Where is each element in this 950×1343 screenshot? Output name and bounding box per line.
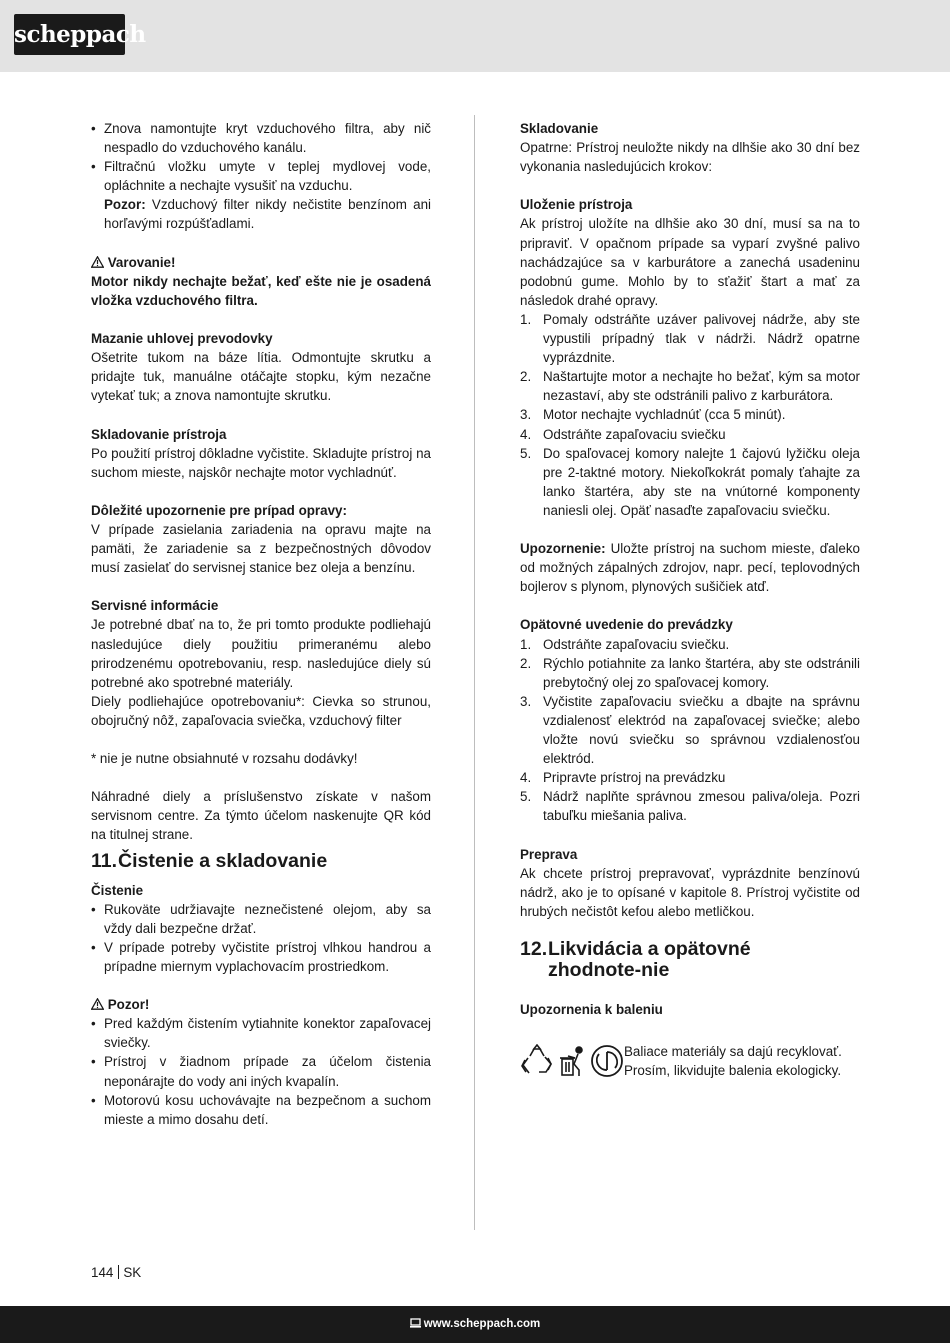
section-heading: Skladovanie [520,121,599,136]
paragraph: Ošetrite tukom na báze lítia. Odmontujte skrutku a pridajte tuk, manuálne otáčajte stopku, kým nezačne vytekať tuk; a znova namontujte skrutku. [91,350,431,404]
caution-text: Vzduchový filter nikdy nečistite benzínom ani horľavými rozpúšťadlami. [104,197,431,232]
list-item: • Motorovú kosu uchovávajte na bezpečnom a suchom mieste a mimo dosahu detí. [91,1091,431,1129]
website-link[interactable]: www.scheppach.com [423,1318,541,1330]
language-code: SK [123,1265,142,1280]
caution-title: Pozor! [107,997,150,1013]
numbered-item: 2. Naštartujte motor a nechajte ho bežať, kým sa motor nezastaví, aby ste odstránili palivo z karburátora. [520,369,860,404]
packaging-text: Baliace materiály sa dajú recyklovať. Prosím, likvidujte balenia ekologicky. [624,1044,842,1079]
list-item: • Rukoväte udržiavajte neznečistené olejom, aby sa vždy dali bezpečne držať. [91,900,431,938]
numbered-item: 1. Odstráňte zapaľovaciu sviečku. [520,636,730,652]
paragraph: Náhradné diely a príslušenstvo získate v našom servisnom centre. Za týmto účelom naskenujte QR kód na titulnej strane. [91,789,431,843]
section-heading: Opätovné uvedenie do prevádzky [520,617,733,633]
page-footer [0,1306,950,1343]
paragraph: Diely podliehajúce opotrebovaniu*: Cievka so strunou, obojručný nôž, zapaľovacia sviečka, vzduchový filter [91,693,431,728]
chapter-title: Čistenie a skladovanie [118,849,328,872]
paragraph: Ak prístroj uložíte na dlhšie ako 30 dní, musí sa na to pripraviť. V opačnom prípade sa vyparí zvyšné palivo nachádzajúce sa v karburátore a zanechá usadeninu podobnú gume. Mohlo by to sťažiť štart a mať za následok drahé opravy. [520,216,860,308]
column-divider [474,115,475,1230]
paragraph: Opatrne: Prístroj neuložte nikdy na dlhšie ako 30 dní bez vykonania nasledujúcich krokov: [520,140,860,175]
note-label: Upozornenie: [520,541,606,557]
caution-label: Pozor: [104,197,146,213]
warning-icon [91,255,104,270]
caution-heading [91,995,431,1014]
chapter-heading [520,939,860,981]
page-header [0,0,950,72]
numbered-item: 4. Odstráňte zapaľovaciu sviečku [520,426,726,442]
right-column [520,119,860,1080]
list-item: • Znova namontujte kryt vzduchového filtra, aby nič nespadlo do vzduchového kanálu. [91,119,431,157]
list-item: • Prístroj v žiadnom prípade za účelom čistenia neponárajte do vody ani iných kvapalín. [91,1052,431,1090]
packaging-notice [520,1042,860,1080]
page-number-value: 144 [91,1265,114,1280]
paragraph: Ak chcete prístroj prepravovať, vyprázdnite benzínovú nádrž, ako je to opísané v kapitole 8. Prístroj vyčistite od hrubých nečistôt kefou alebo metličkou. [520,865,860,919]
numbered-item: 3. Vyčistite zapaľovaciu sviečku a dbajte na správnu vzdialenosť elektród na zapaľovacej sviečke; alebo vložte novú sviečku so správnou vzdialenosťou elektród. [520,693,860,767]
green-dot-icon [590,1044,624,1078]
numbered-item: 4. Pripravte prístroj na prevádzku [520,770,726,786]
note-paragraph [520,539,860,596]
section-heading: Uloženie prístroja [520,197,633,213]
warning-text: Motor nikdy nechajte bežať, keď ešte nie je osadená vložka vzduchového filtra. [91,273,431,308]
left-column [91,119,431,1129]
computer-icon [410,1318,424,1330]
section-heading: Servisné informácie [91,598,219,614]
section-heading: Mazanie uhlovej prevodovky [91,331,273,347]
numbered-item: 5. Do spaľovacej komory nalejte 1 čajovú lyžičku oleja pre 2-taktné motory. Niekoľkokrát pomaly ťahajte za lanko štartéra, aby ste na vnútorné komponenty naniesli olej. Opäť nasaďte zapaľovaciu sviečku. [520,445,860,518]
warning-title: Varovanie! [107,254,176,270]
recycle-icon [520,1044,554,1078]
bullet-text: Filtračnú vložku umyte v teplej mydlovej vode, opláchnite a nechajte vysušiť na vzduchu. [104,159,431,194]
chapter-heading [91,851,431,872]
list-item [91,157,431,233]
footnote: * nie je nutne obsiahnuté v rozsahu dodávky! [91,751,358,767]
chapter-number: 11. [91,849,118,872]
chapter-number: 12. [520,937,548,960]
section-heading: Skladovanie prístroja [91,426,227,442]
numbered-item: 2. Rýchlo potiahnite za lanko štartéra, aby ste odstránili prebytočný olej zo spaľovacej komory. [520,655,860,690]
section-heading: Čistenie [91,882,144,898]
list-item: • Pred každým čistením vytiahnite konektor zapaľovacej sviečky. [91,1014,431,1052]
list-item: • V prípade potreby vyčistite prístroj vlhkou handrou a prípadne miernym vyplachovacím prostriedkom. [91,938,431,976]
numbered-item: 1. Pomaly odstráňte uzáver palivovej nádrže, aby ste vypustili prípadný tlak v nádrži. Nádrž opatrne vyprázdnite. [520,311,860,366]
section-heading: Preprava [520,846,578,862]
waste-bin-icon [557,1044,587,1078]
chapter-title: Likvidácia a opätovné zhodnote-nie [548,937,751,981]
scheppach-logo: scheppach [14,14,125,55]
paragraph: V prípade zasielania zariadenia na opravu majte na pamäti, že zariadenie sa z bezpečnostných dôvodov musí zasielať do servisnej stanice bez oleja a benzínu. [91,521,431,576]
numbered-item: 3. Motor nechajte vychladnúť (cca 5 minút). [520,407,786,423]
warning-heading [91,253,431,272]
warning-icon [91,997,104,1012]
disposal-icons [520,1042,624,1078]
paragraph: Po použití prístroj dôkladne vyčistite. Skladujte prístroj na suchom mieste, najskôr nechajte motor vychladnúť. [91,445,431,480]
paragraph: Je potrebné dbať na to, že pri tomto produkte podliehajú nasledujúce diely použitiu primeranému alebo prirodzenému opotrebovaniu, resp. nasledujúce diely sú potrebné ako spotrebné materiály. [91,617,431,690]
note-text: Uložte prístroj na suchom mieste, ďaleko od možných zápalných zdrojov, napr. pecí, teplovodných bojlerov s plynom, plynových sušičiek atď. [520,541,860,595]
page-number [91,1265,141,1280]
section-heading: Dôležité upozornenie pre prípad opravy: [91,502,347,518]
page-separator [118,1265,119,1279]
numbered-item: 5. Nádrž naplňte správnou zmesou paliva/oleja. Pozri tabuľku miešania paliva. [520,789,860,824]
section-heading: Upozornenia k baleniu [520,1001,663,1017]
